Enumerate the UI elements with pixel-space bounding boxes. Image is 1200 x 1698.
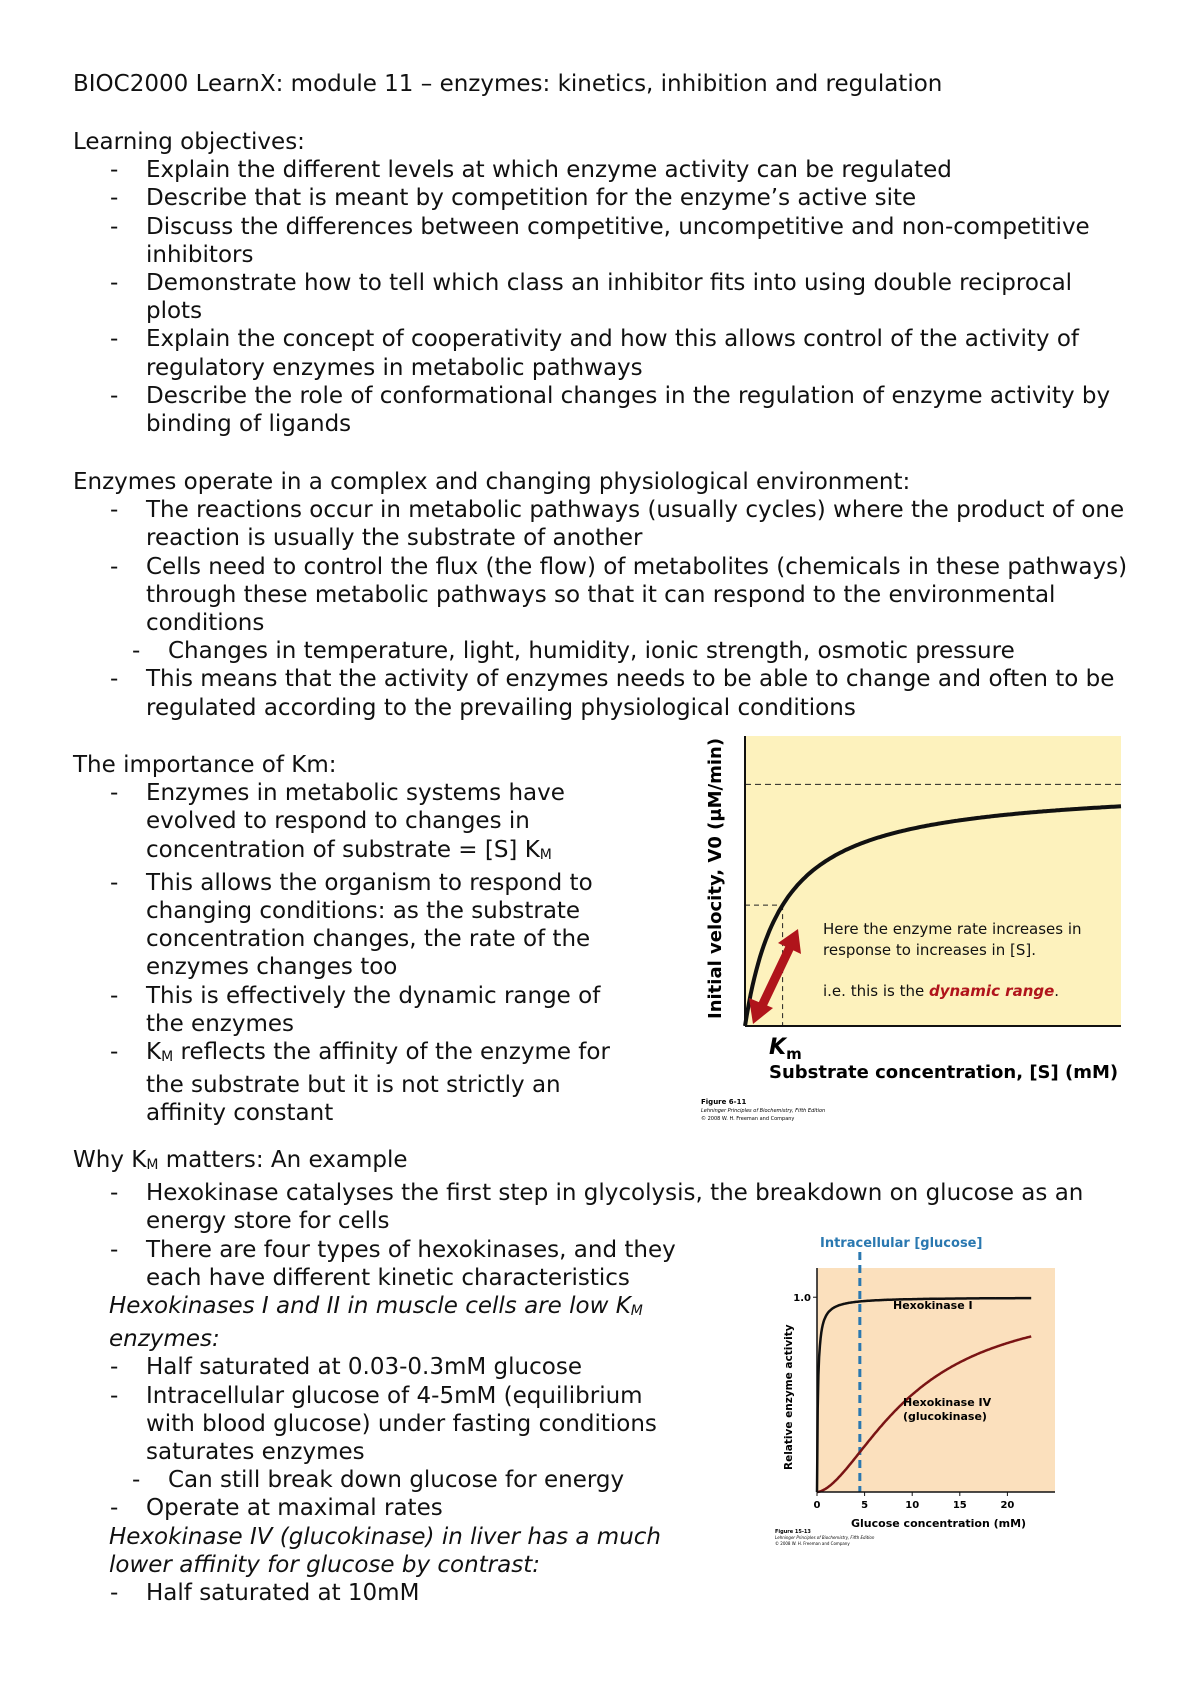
series-label: (glucokinase) xyxy=(903,1410,987,1423)
figure-caption: Lehninger Principles of Biochemistry, Fifth Edition xyxy=(701,1108,826,1114)
chart-annotation: Here the enzyme rate increases in response to increases in [S]. xyxy=(823,920,1082,959)
list-item: - Explain the different levels at which enzyme activity can be regulated xyxy=(73,156,1133,184)
x-tick-label: 0 xyxy=(813,1500,821,1511)
x-tick-label: 20 xyxy=(1000,1500,1015,1511)
objectives-heading: Learning objectives: xyxy=(73,129,305,155)
list-item: - Describe that is meant by competition for the enzyme’s active site xyxy=(73,184,1133,212)
figure-caption: Figure 6-11 xyxy=(701,1098,747,1106)
italic-note: Hexokinases I and II in muscle cells are low $K_M$ enzymes: xyxy=(109,1293,643,1353)
list-item: - Intracellular glucose of 4-5mM (equilibrium with blood glucose) under fasting conditions saturates enzymes xyxy=(73,1382,693,1467)
michaelis-menten-chart xyxy=(693,736,1133,1126)
environment-section xyxy=(73,468,1133,722)
chart-title: Intracellular [glucose] xyxy=(820,1236,983,1251)
sub-list-item: - Changes in temperature, light, humidity, ionic strength, osmotic pressure xyxy=(73,637,1133,665)
list-item: - Operate at maximal rates xyxy=(73,1494,693,1522)
y-axis-label: Relative enzyme activity xyxy=(783,1324,795,1470)
hexokinase-chart xyxy=(765,1230,1075,1550)
list-item: - There are four types of hexokinases, and they each have different kinetic characteristics xyxy=(73,1236,686,1292)
list-item: - Demonstrate how to tell which class an inhibitor fits into using double reciprocal plots xyxy=(73,269,1133,325)
environment-list xyxy=(73,496,1133,722)
y-axis-label: Initial velocity, V0 (μM/min) xyxy=(705,737,726,1019)
figure-caption: Figure 15-13 xyxy=(775,1529,811,1535)
km-importance-section xyxy=(73,751,643,1128)
figure-caption: Lehninger Principles of Biochemistry, Fifth Edition xyxy=(775,1535,875,1540)
objectives-list xyxy=(73,156,1133,438)
x-tick-label: 5 xyxy=(861,1500,869,1511)
list-item: - Half saturated at 0.03-0.3mM glucose xyxy=(73,1353,693,1381)
km-heading: The importance of Km: xyxy=(73,752,337,778)
list-item: - Explain the concept of cooperativity and how this allows control of the activity of regulatory enzymes in metabolic pathways xyxy=(73,325,1133,381)
km-list xyxy=(73,779,643,1127)
figure-caption: © 2008 W. H. Freeman and Company xyxy=(775,1541,850,1546)
page-title: BIOC2000 LearnX: module 11 – enzymes: kinetics, inhibition and regulation xyxy=(73,71,943,97)
y-axis-ticks xyxy=(793,1293,817,1304)
x-tick-label: 10 xyxy=(905,1500,920,1511)
figure-caption: © 2008 W. H. Freeman and Company xyxy=(701,1116,795,1122)
list-item: - Cells need to control the flux (the flow) of metabolites (chemicals in these pathways) through these metabolic pathways so that it can respond to the environmental conditions xyxy=(73,553,1133,638)
sub-list-item: - Can still break down glucose for energy xyxy=(73,1466,693,1494)
list-item: - This means that the activity of enzymes needs to be able to change and often to be regulated according to the prevailing physiological conditions xyxy=(73,665,1133,721)
list-item: - $K_M$ reflects the affinity of the enzyme for the substrate but it is not strictly an affinity constant xyxy=(73,1038,643,1128)
chart-annotation: i.e. this is the dynamic range. xyxy=(823,982,1060,1000)
list-item: - This is effectively the dynamic range of the enzymes xyxy=(73,982,643,1038)
y-tick-label: 1.0 xyxy=(793,1293,811,1305)
list-item: - Discuss the differences between competitive, uncompetitive and non-competitive inhibitors xyxy=(73,213,1133,269)
list-item: - Enzymes in metabolic systems have evolved to respond to changes in concentration of substrate = [S] $K_M$ xyxy=(73,779,643,869)
series-label: Hexokinase I xyxy=(893,1299,973,1312)
list-item: - Describe the role of conformational changes in the regulation of enzyme activity by binding of ligands xyxy=(73,382,1133,438)
x-axis-marker-label: $K_m$ xyxy=(769,1035,802,1063)
x-axis-label: Glucose concentration (mM) xyxy=(851,1517,1027,1530)
list-item: - This allows the organism to respond to changing conditions: as the substrate concentration changes, the rate of the enzymes changes too xyxy=(73,869,643,982)
series-label: Hexokinase IV xyxy=(903,1396,992,1409)
list-item: - Half saturated at 10mM xyxy=(73,1579,1133,1607)
x-axis-ticks xyxy=(814,1492,1015,1511)
x-tick-label: 15 xyxy=(952,1500,967,1511)
italic-note: Hexokinase IV (glucokinase) in liver has a much lower affinity for glucose by contrast: xyxy=(109,1523,661,1578)
why-km-heading: Why $K_M$ matters: An example xyxy=(73,1147,408,1173)
environment-heading: Enzymes operate in a complex and changing physiological environment: xyxy=(73,469,911,495)
list-item: - Hexokinase catalyses the first step in glycolysis, the breakdown on glucose as an energy store for cells xyxy=(73,1179,1133,1235)
why-km-list-3 xyxy=(73,1579,1133,1607)
x-axis-label: Substrate concentration, [S] (mM) xyxy=(769,1062,1119,1083)
why-km-list-2 xyxy=(73,1353,693,1522)
objectives-section xyxy=(73,128,1133,438)
list-item: - The reactions occur in metabolic pathways (usually cycles) where the product of one reaction is usually the substrate of another xyxy=(73,496,1133,552)
